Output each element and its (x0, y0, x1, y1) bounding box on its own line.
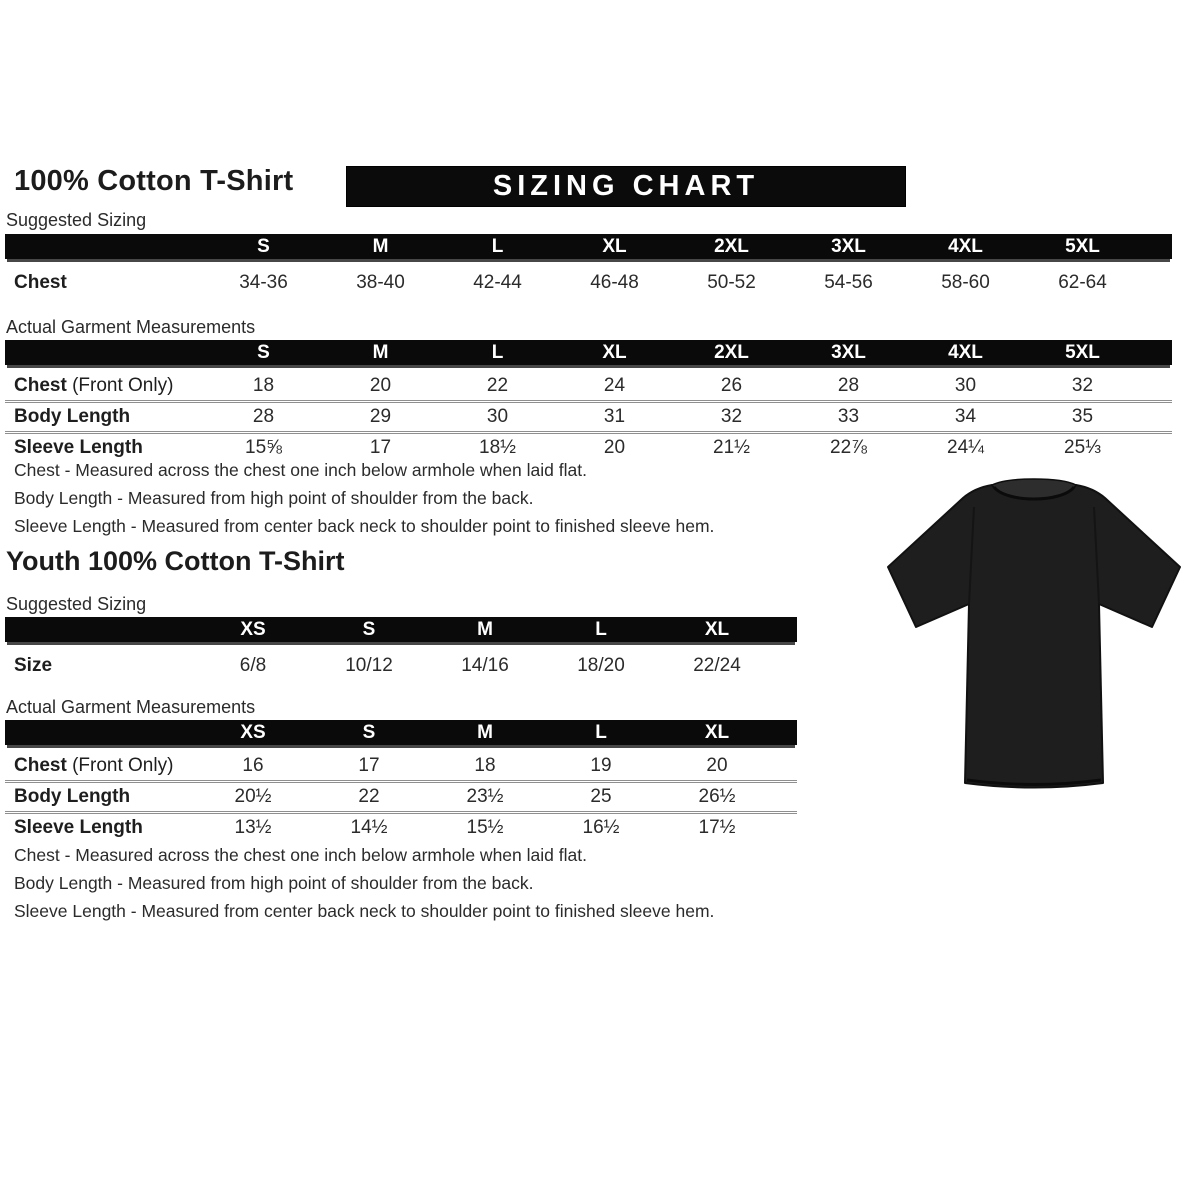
cell-value: 22 (358, 786, 380, 807)
column-header-xl: XL (704, 618, 730, 640)
cell-value: 50-52 (707, 271, 756, 293)
cell-value: 30 (954, 375, 977, 396)
cell-value: 22/24 (693, 654, 741, 676)
column-header-m: M (477, 721, 493, 743)
column-header-m: M (372, 235, 389, 257)
adult-actual-measurements-table (5, 340, 1172, 462)
cell-value: 23½ (466, 786, 504, 807)
row-label: Chest (Front Only) (14, 375, 174, 396)
table-row (5, 752, 797, 780)
column-header-xs: XS (240, 721, 266, 743)
cell-value: 28 (252, 406, 275, 427)
column-header-5xl: 5XL (1065, 235, 1100, 257)
cell-value: 14½ (350, 817, 388, 838)
youth-note-chest: Chest - Measured across the chest one inch below armhole when laid flat. (14, 845, 587, 865)
cell-value: 21½ (713, 437, 750, 458)
tshirt-illustration (878, 477, 1190, 807)
table-header-row (5, 340, 1172, 365)
youth-note-sleeve-length: Sleeve Length - Measured from center back neck to shoulder point to finished sleeve hem. (14, 901, 715, 921)
banner-text: SIZING CHART (492, 170, 760, 202)
column-header-3xl: 3XL (831, 235, 866, 257)
table-row (5, 266, 1172, 299)
table-header-row (5, 720, 797, 745)
column-header-4xl: 4XL (948, 341, 983, 363)
column-header-4xl: 4XL (948, 235, 983, 257)
cell-value: 16½ (582, 817, 620, 838)
cell-value: 35 (1071, 406, 1094, 427)
cell-value: 32 (1071, 375, 1094, 396)
column-header-s: S (257, 341, 270, 363)
cell-value: 58-60 (941, 271, 990, 293)
youth-suggested-sizing-label: Suggested Sizing (6, 594, 147, 614)
youth-actual-measurements-label: Actual Garment Measurements (6, 697, 256, 717)
column-header-m: M (477, 618, 493, 640)
column-header-2xl: 2XL (714, 341, 749, 363)
adult-suggested-sizing-label: Suggested Sizing (6, 210, 147, 230)
row-label: Sleeve Length (14, 817, 143, 838)
row-label: Sleeve Length (14, 437, 143, 458)
sizing-chart-banner (346, 166, 906, 207)
cell-value: 18 (252, 375, 275, 396)
cell-value: 33 (837, 406, 860, 427)
page-title: 100% Cotton T-Shirt (14, 165, 294, 197)
cell-value: 54-56 (824, 271, 873, 293)
cell-value: 10/12 (345, 654, 393, 676)
cell-value: 18/20 (577, 654, 625, 676)
column-header-s: S (257, 235, 270, 257)
column-header-xl: XL (602, 341, 627, 363)
note-chest: Chest - Measured across the chest one inch below armhole when laid flat. (14, 460, 587, 480)
table-header-row (5, 234, 1172, 259)
cell-value: 6/8 (239, 654, 267, 676)
youth-suggested-sizing-table (5, 617, 797, 682)
cell-value: 31 (603, 406, 626, 427)
cell-value: 15½ (466, 817, 504, 838)
cell-value: 26 (720, 375, 743, 396)
cell-value: 20 (603, 437, 626, 458)
cell-value: 20½ (234, 786, 272, 807)
cell-value: 16 (242, 755, 264, 776)
youth-page-title: Youth 100% Cotton T-Shirt (6, 546, 345, 576)
column-header-l: L (595, 721, 607, 743)
cell-value: 34-36 (239, 271, 288, 293)
table-row (5, 431, 1172, 462)
cell-value: 18 (474, 755, 496, 776)
cell-value: 25⅓ (1064, 437, 1101, 458)
cell-value: 25 (590, 786, 612, 807)
adult-actual-measurements-label: Actual Garment Measurements (6, 317, 256, 337)
cell-value: 17 (358, 755, 380, 776)
cell-value: 17 (369, 437, 392, 458)
row-label: Body Length (14, 786, 131, 807)
column-header-m: M (372, 341, 389, 363)
cell-value: 34 (954, 406, 977, 427)
table-row (5, 400, 1172, 431)
cell-value: 26½ (698, 786, 736, 807)
table-row (5, 780, 797, 811)
column-header-s: S (362, 618, 376, 640)
column-header-l: L (491, 341, 504, 363)
table-row (5, 649, 797, 682)
adult-suggested-sizing-table (5, 234, 1172, 299)
column-header-xl: XL (704, 721, 730, 743)
column-header-2xl: 2XL (714, 235, 749, 257)
cell-value: 38-40 (356, 271, 405, 293)
row-label: Chest (Front Only) (14, 755, 174, 776)
table-header-row (5, 617, 797, 642)
cell-value: 19 (590, 755, 612, 776)
row-label: Chest (14, 271, 67, 293)
table-row (5, 372, 1172, 400)
cell-value: 15⅝ (245, 437, 282, 458)
cell-value: 29 (369, 406, 392, 427)
youth-actual-measurements-table (5, 720, 797, 842)
cell-value: 28 (837, 375, 860, 396)
cell-value: 22⅞ (830, 437, 867, 458)
cell-value: 24 (603, 375, 626, 396)
cell-value: 20 (369, 375, 392, 396)
column-header-3xl: 3XL (831, 341, 866, 363)
tshirt-photo (878, 477, 1190, 807)
table-row (5, 811, 797, 842)
column-header-xl: XL (602, 235, 627, 257)
tshirt-body (888, 485, 1180, 788)
cell-value: 18½ (479, 437, 516, 458)
cell-value: 22 (486, 375, 509, 396)
cell-value: 62-64 (1058, 271, 1107, 293)
cell-value: 46-48 (590, 271, 639, 293)
column-header-s: S (362, 721, 376, 743)
cell-value: 20 (706, 755, 728, 776)
note-body-length: Body Length - Measured from high point of shoulder from the back. (14, 488, 534, 508)
row-label: Size (14, 654, 53, 676)
cell-value: 14/16 (461, 654, 509, 676)
column-header-5xl: 5XL (1065, 341, 1100, 363)
cell-value: 32 (720, 406, 743, 427)
row-label: Body Length (14, 406, 131, 427)
cell-value: 24¼ (947, 437, 984, 458)
column-header-l: L (491, 235, 504, 257)
cell-value: 17½ (698, 817, 736, 838)
cell-value: 42-44 (473, 271, 522, 293)
column-header-l: L (595, 618, 607, 640)
cell-value: 30 (486, 406, 509, 427)
note-sleeve-length: Sleeve Length - Measured from center back neck to shoulder point to finished sleeve hem. (14, 516, 715, 536)
youth-note-body-length: Body Length - Measured from high point of shoulder from the back. (14, 873, 534, 893)
cell-value: 13½ (234, 817, 272, 838)
column-header-xs: XS (240, 618, 266, 640)
